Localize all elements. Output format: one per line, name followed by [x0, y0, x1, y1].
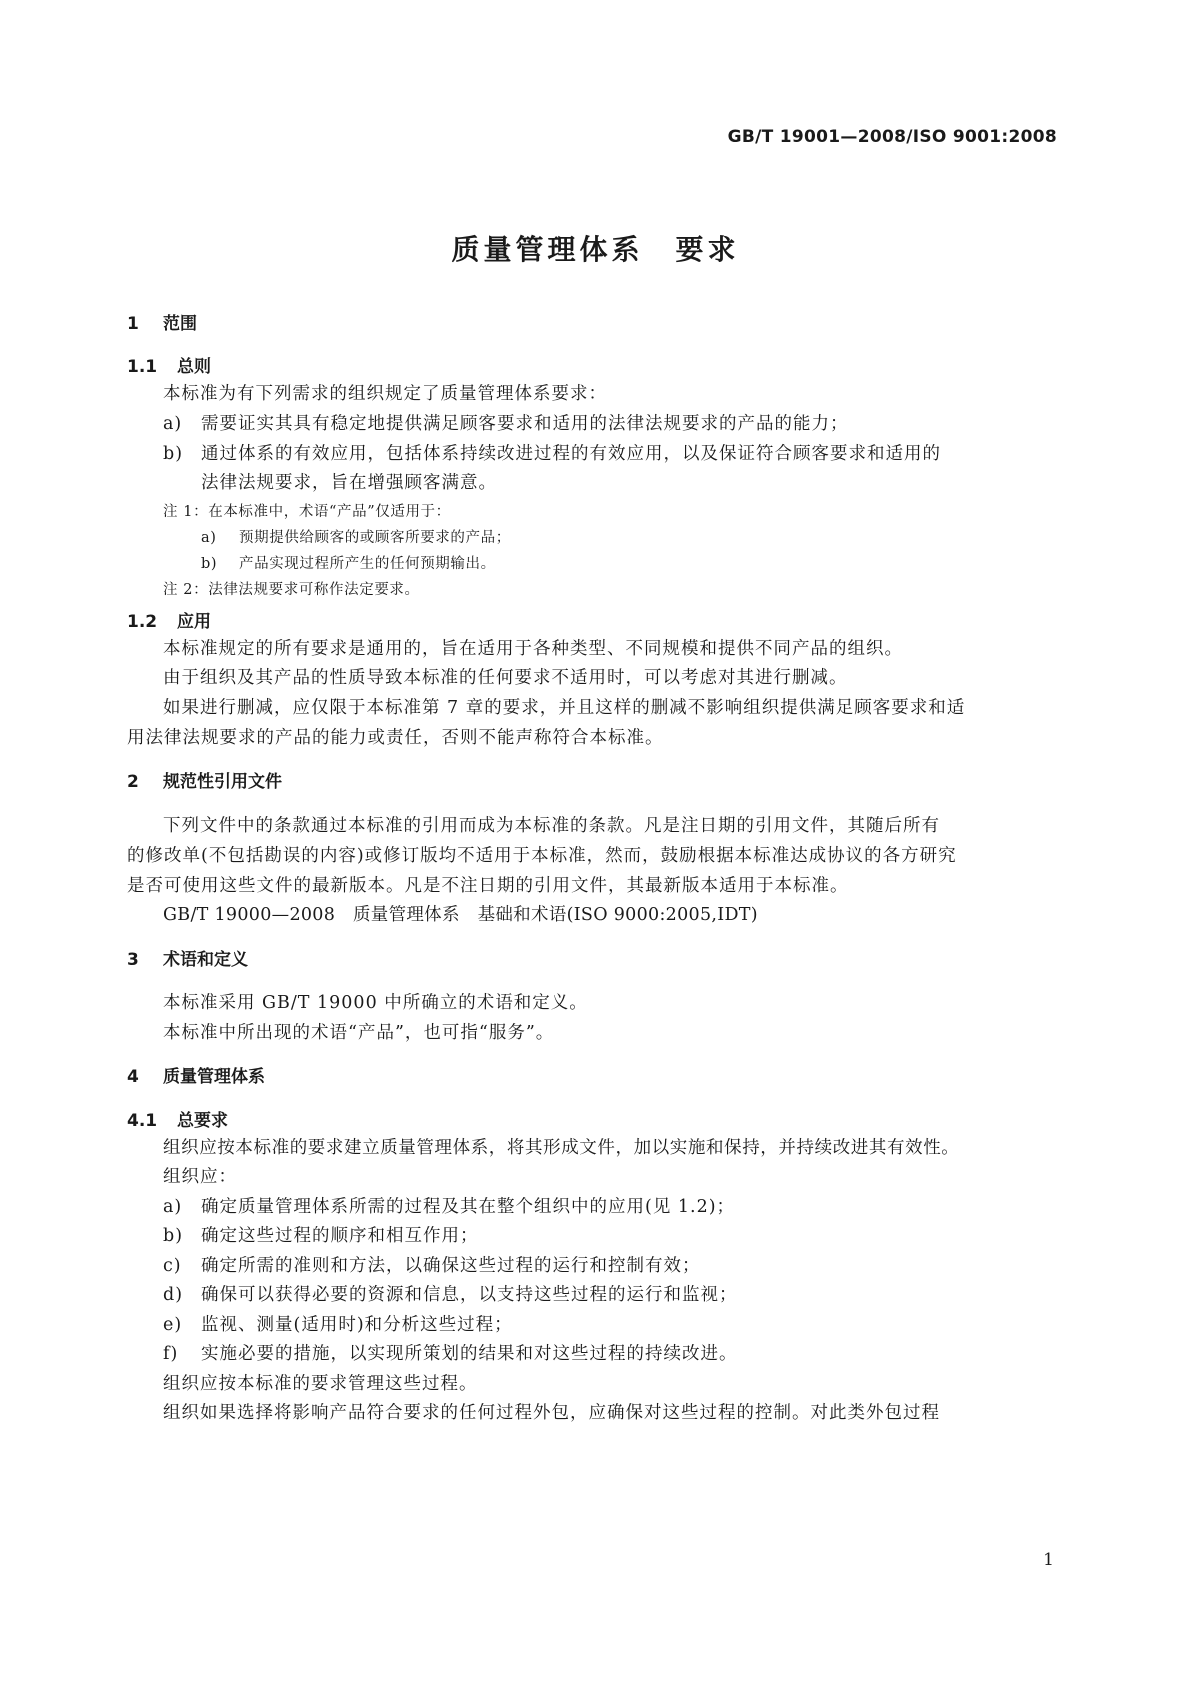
paragraph: 本标准采用 GB/T 19000 中所确立的术语和定义。 [163, 993, 588, 1013]
section-number: 4 [127, 1067, 139, 1087]
page-number: 1 [1043, 1550, 1054, 1570]
section-title: 规范性引用文件 [163, 772, 282, 792]
list-label: e) [163, 1315, 183, 1335]
list-item [163, 1222, 479, 1247]
note-list-item [201, 526, 511, 547]
list-label: d) [163, 1285, 184, 1305]
list-item [163, 1281, 738, 1306]
note-list-item [201, 552, 496, 573]
list-item [163, 1340, 738, 1365]
list-text: 确定所需的准则和方法，以确保这些过程的运行和控制有效； [201, 1256, 701, 1276]
list-label: f) [163, 1344, 179, 1364]
paragraph-continuation: 用法律法规要求的产品的能力或责任，否则不能声称符合本标准。 [127, 728, 664, 748]
list-label: a) [163, 414, 183, 434]
list-label: c) [163, 1256, 182, 1276]
paragraph-continuation: 是否可使用这些文件的最新版本。凡是不注日期的引用文件，其最新版本适用于本标准。 [127, 876, 849, 896]
section-title: 质量管理体系 [163, 1067, 265, 1087]
list-item [163, 440, 941, 465]
section-number: 2 [127, 772, 139, 792]
section-4-heading [127, 1062, 265, 1087]
section-number: 1.2 [127, 612, 158, 632]
document-title: 质量管理体系 要求 [451, 233, 740, 266]
section-4-1-heading [127, 1106, 228, 1131]
list-text: 监视、测量(适用时)和分析这些过程； [201, 1315, 513, 1335]
list-text-continuation: 法律法规要求，旨在增强顾客满意。 [201, 473, 497, 493]
paragraph: 组织应： [163, 1167, 237, 1187]
section-number: 1.1 [127, 357, 158, 377]
paragraph: 本标准规定的所有要求是通用的，旨在适用于各种类型、不同规模和提供不同产品的组织。 [163, 639, 903, 659]
paragraph: 组织如果选择将影响产品符合要求的任何过程外包，应确保对这些过程的控制。对此类外包过程 [163, 1403, 940, 1423]
paragraph: 如果进行删减，应仅限于本标准第 7 章的要求，并且这样的删减不影响组织提供满足顾客要求和适 [163, 698, 966, 718]
list-item [163, 1252, 701, 1277]
list-item [163, 1193, 735, 1218]
section-title: 总则 [177, 357, 211, 377]
section-title: 总要求 [177, 1111, 228, 1131]
list-text: 需要证实其具有稳定地提供满足顾客要求和适用的法律法规要求的产品的能力； [201, 414, 849, 434]
paragraph: 本标准为有下列需求的组织规定了质量管理体系要求： [163, 384, 607, 404]
paragraph: 由于组织及其产品的性质导致本标准的任何要求不适用时，可以考虑对其进行删减。 [163, 668, 848, 688]
list-label: a) [201, 530, 217, 546]
list-text: 产品实现过程所产生的任何预期输出。 [239, 556, 496, 572]
list-text: 实施必要的措施，以实现所策划的结果和对这些过程的持续改进。 [201, 1344, 738, 1364]
section-title: 范围 [163, 314, 197, 334]
list-text: 通过体系的有效应用，包括体系持续改进过程的有效应用，以及保证符合顾客要求和适用的 [201, 444, 941, 464]
section-3-heading [127, 945, 248, 970]
list-text: 确保可以获得必要的资源和信息，以支持这些过程的运行和监视； [201, 1285, 738, 1305]
paragraph: 组织应按本标准的要求管理这些过程。 [163, 1374, 478, 1394]
note-1: 注 1：在本标准中，术语“产品”仅适用于： [163, 504, 451, 520]
section-title: 应用 [177, 612, 211, 632]
section-2-heading [127, 767, 282, 792]
section-1-1-heading [127, 352, 211, 377]
paragraph: 组织应按本标准的要求建立质量管理体系，将其形成文件，加以实施和保持，并持续改进其有效性。 [163, 1138, 960, 1158]
list-text: 确定质量管理体系所需的过程及其在整个组织中的应用(见 1.2)； [201, 1197, 736, 1217]
list-label: b) [163, 1226, 184, 1246]
list-label: b) [163, 444, 184, 464]
paragraph: 本标准中所出现的术语“产品”，也可指“服务”。 [163, 1023, 555, 1043]
list-label: a) [163, 1197, 183, 1217]
section-number: 1 [127, 314, 139, 334]
note-2: 注 2：法律法规要求可称作法定要求。 [163, 582, 420, 598]
list-item [163, 410, 849, 435]
list-item [163, 1311, 513, 1336]
paragraph: 下列文件中的条款通过本标准的引用而成为本标准的条款。凡是注日期的引用文件，其随后所有 [163, 816, 940, 836]
list-text: 预期提供给顾客的或顾客所要求的产品； [239, 530, 511, 546]
section-1-2-heading [127, 607, 211, 632]
section-1-heading [127, 309, 197, 334]
paragraph-continuation: 的修改单(不包括勘误的内容)或修订版均不适用于本标准，然而，鼓励根据本标准达成协议的各方研究 [127, 846, 957, 866]
section-number: 3 [127, 950, 139, 970]
list-label: b) [201, 556, 218, 572]
standard-code-header: GB/T 19001—2008/ISO 9001:2008 [727, 127, 1057, 147]
section-title: 术语和定义 [163, 950, 248, 970]
list-text: 确定这些过程的顺序和相互作用； [201, 1226, 479, 1246]
normative-reference: GB/T 19000—2008 质量管理体系 基础和术语(ISO 9000:2005,IDT) [163, 905, 758, 925]
section-number: 4.1 [127, 1111, 158, 1131]
